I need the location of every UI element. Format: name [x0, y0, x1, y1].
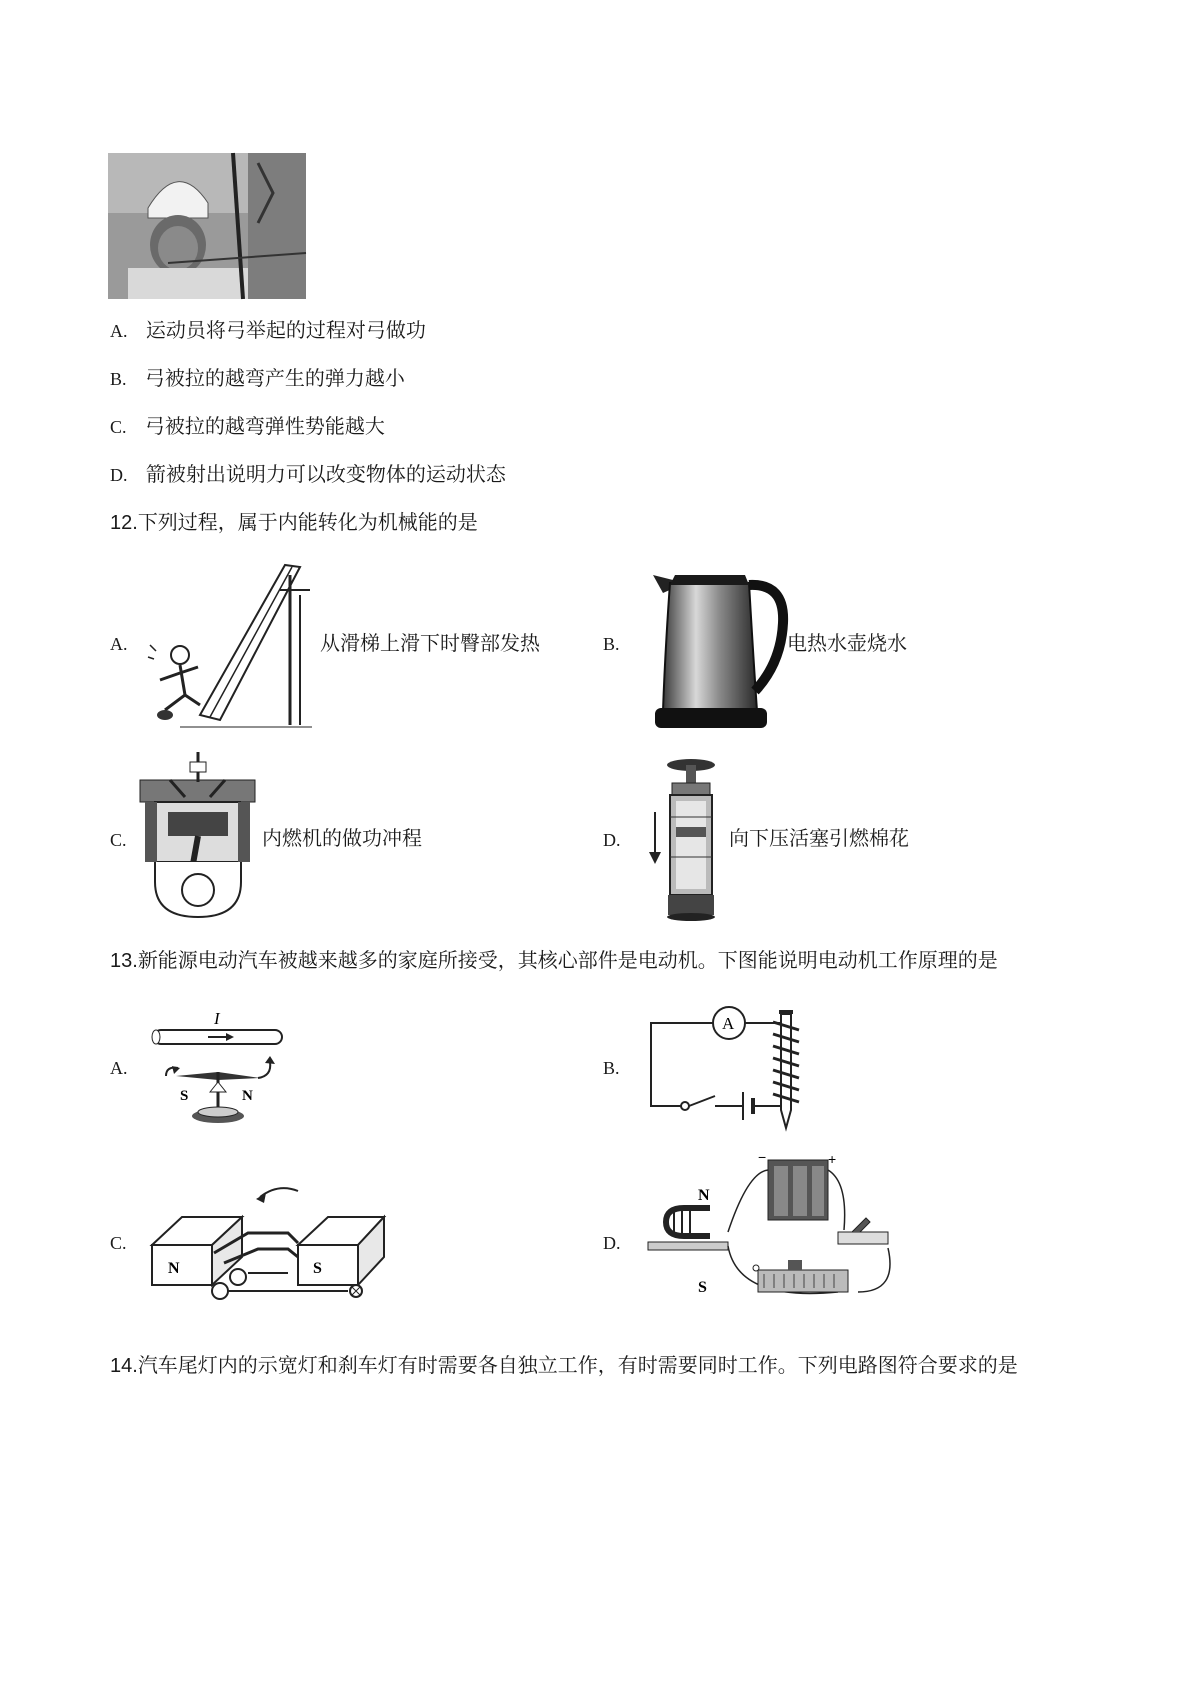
q11-option-d[interactable]	[110, 462, 506, 487]
option-text: 弓被拉的越弯弹性势能越大	[144, 414, 385, 438]
magnet-n-label: N	[168, 1260, 180, 1277]
q14-stem	[110, 1353, 1018, 1378]
current-label: I	[214, 1009, 220, 1028]
option-label: D.	[110, 465, 128, 485]
archer-photo	[108, 153, 306, 299]
q12-option-d-text: 向下压活塞引燃棉花	[729, 826, 909, 850]
slide-figure	[140, 555, 315, 730]
electromagnet-circuit-figure	[643, 998, 828, 1136]
q12-option-d-label[interactable]: D.	[603, 830, 621, 850]
q13-option-a-label[interactable]: A.	[110, 1058, 128, 1078]
oersted-figure	[148, 1010, 288, 1128]
q11-option-a[interactable]	[110, 318, 426, 343]
question-number: 12.	[110, 512, 138, 534]
kettle-figure	[645, 563, 785, 731]
q12-option-c-text: 内燃机的做功冲程	[262, 826, 422, 850]
battery-plus-label: +	[828, 1151, 837, 1167]
q13-stem	[110, 948, 998, 973]
q12-option-c-label[interactable]: C.	[110, 830, 127, 850]
question-text: 新能源电动汽车被越来越多的家庭所接受，其核心部件是电动机。下图能说明电动机工作原理的是	[137, 948, 998, 972]
option-label: A.	[110, 321, 128, 341]
q13-option-d-label[interactable]: D.	[603, 1233, 621, 1253]
south-label: S	[180, 1088, 189, 1104]
question-number: 13.	[110, 950, 138, 972]
battery-minus-label: −	[758, 1149, 767, 1165]
q12-option-a-text: 从滑梯上滑下时臀部发热	[320, 631, 540, 655]
magnet-s-label: S	[313, 1260, 322, 1277]
q12-stem	[110, 510, 478, 535]
q12-option-b-text: 电热水壶烧水	[787, 631, 907, 655]
electromagnet-rheostat-figure	[638, 1149, 903, 1302]
question-text: 下列过程，属于内能转化为机械能的是	[137, 510, 478, 534]
option-text: 弓被拉的越弯产生的弹力越小	[144, 366, 405, 390]
option-text: 运动员将弓举起的过程对弓做功	[145, 318, 426, 342]
q13-option-b-label[interactable]: B.	[603, 1058, 620, 1078]
q12-option-b-label[interactable]: B.	[603, 634, 620, 654]
q11-option-b[interactable]	[110, 366, 405, 391]
question-number: 14.	[110, 1355, 138, 1377]
option-label: B.	[110, 369, 127, 389]
pole-s-label: S	[698, 1279, 707, 1296]
north-label: N	[242, 1088, 253, 1104]
engine-stroke-figure	[140, 752, 260, 920]
motor-magnets-figure	[148, 1173, 388, 1305]
ammeter-label: A	[722, 1014, 735, 1033]
pole-n-label: N	[698, 1187, 710, 1204]
option-text: 箭被射出说明力可以改变物体的运动状态	[145, 462, 506, 486]
q12-option-a-label[interactable]: A.	[110, 634, 128, 654]
option-label: C.	[110, 417, 127, 437]
piston-figure	[658, 757, 724, 922]
q11-option-c[interactable]	[110, 414, 385, 439]
question-text: 汽车尾灯内的示宽灯和刹车灯有时需要各自独立工作，有时需要同时工作。下列电路图符合要求的是	[137, 1353, 1018, 1377]
q13-option-c-label[interactable]: C.	[110, 1233, 127, 1253]
